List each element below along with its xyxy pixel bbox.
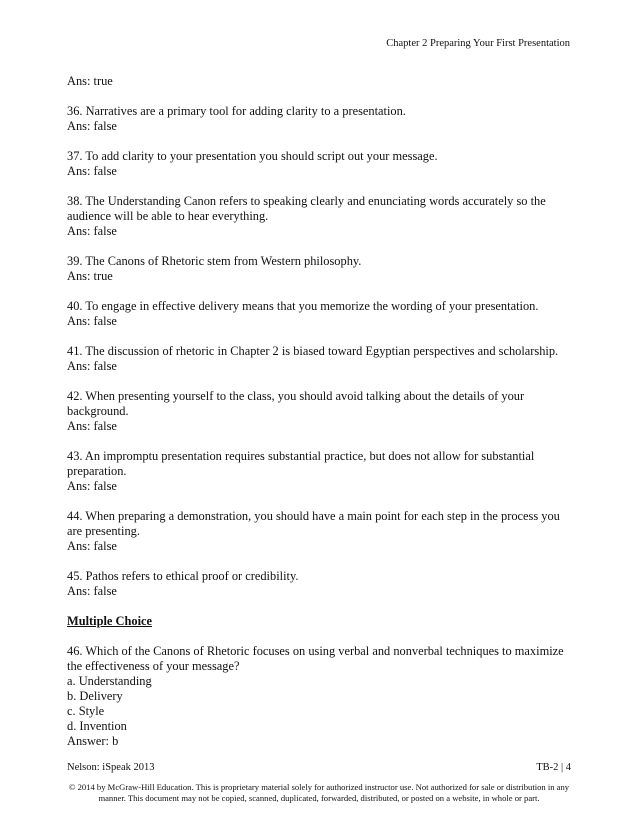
question-text: 36. Narratives are a primary tool for adding clarity to a presentation. [67, 104, 406, 118]
question-text: 44. When preparing a demonstration, you should have a main point for each step in the process you are presenting. [67, 509, 560, 538]
page-number: TB-2 | 4 [536, 762, 571, 773]
answer-text: Ans: true [67, 74, 113, 88]
question-item-38 [67, 194, 577, 239]
answer-text: Ans: false [67, 419, 117, 433]
option-b: b. Delivery [67, 689, 123, 703]
section-title: Multiple Choice [67, 614, 153, 628]
question-text: 38. The Understanding Canon refers to speaking clearly and enunciating words accurately so the audience will be able to hear everything. [67, 194, 546, 223]
answer-text: Ans: false [67, 584, 117, 598]
question-item-43 [67, 449, 577, 494]
question-text: 43. An impromptu presentation requires substantial practice, but does not allow for substantial preparation. [67, 449, 535, 478]
option-c: c. Style [67, 704, 105, 718]
question-item-45 [67, 569, 577, 599]
answer-text: Ans: true [67, 269, 113, 283]
question-item-40 [67, 299, 577, 329]
question-item-41 [67, 344, 577, 374]
question-text: 42. When presenting yourself to the class, you should avoid talking about the details of your background. [67, 389, 525, 418]
question-text: 37. To add clarity to your presentation you should script out your message. [67, 149, 438, 163]
question-text: 39. The Canons of Rhetoric stem from Western philosophy. [67, 254, 362, 268]
answer-block [67, 74, 577, 89]
answer-text: Ans: false [67, 479, 117, 493]
question-item-44 [67, 509, 577, 554]
question-item-42 [67, 389, 577, 434]
answer-text: Ans: false [67, 119, 117, 133]
question-text: 41. The discussion of rhetoric in Chapter 2 is biased toward Egyptian perspectives and scholarship. [67, 344, 559, 358]
question-item-36 [67, 104, 577, 134]
document-body [67, 74, 577, 764]
question-item-39 [67, 254, 577, 284]
answer-text: Ans: false [67, 314, 117, 328]
answer-text: Ans: false [67, 539, 117, 553]
question-item-37 [67, 149, 577, 179]
answer-text: Ans: false [67, 224, 117, 238]
page-footer [67, 762, 571, 773]
option-d: d. Invention [67, 719, 127, 733]
option-a: a. Understanding [67, 674, 152, 688]
chapter-title: Chapter 2 Preparing Your First Presentation [386, 38, 570, 49]
question-text: 40. To engage in effective delivery means that you memorize the wording of your presentation. [67, 299, 539, 313]
answer-text: Ans: false [67, 359, 117, 373]
question-text: 46. Which of the Canons of Rhetoric focuses on using verbal and nonverbal techniques to maximize the effectiveness of your message? [67, 644, 564, 673]
footer-book-title: Nelson: iSpeak 2013 [67, 762, 155, 773]
answer-text: Ans: false [67, 164, 117, 178]
answer-text: Answer: b [67, 734, 119, 748]
question-text: 45. Pathos refers to ethical proof or credibility. [67, 569, 299, 583]
question-item-46 [67, 644, 577, 749]
page-header [386, 38, 570, 49]
copyright-notice: © 2014 by McGraw-Hill Education. This is proprietary material solely for authorized instructor use. Not authorized for sale or distribution in any manner. This document may not be copied, scanned, duplicated, forwarded, distributed, or posted on a website, in whole or part. [68, 782, 570, 803]
